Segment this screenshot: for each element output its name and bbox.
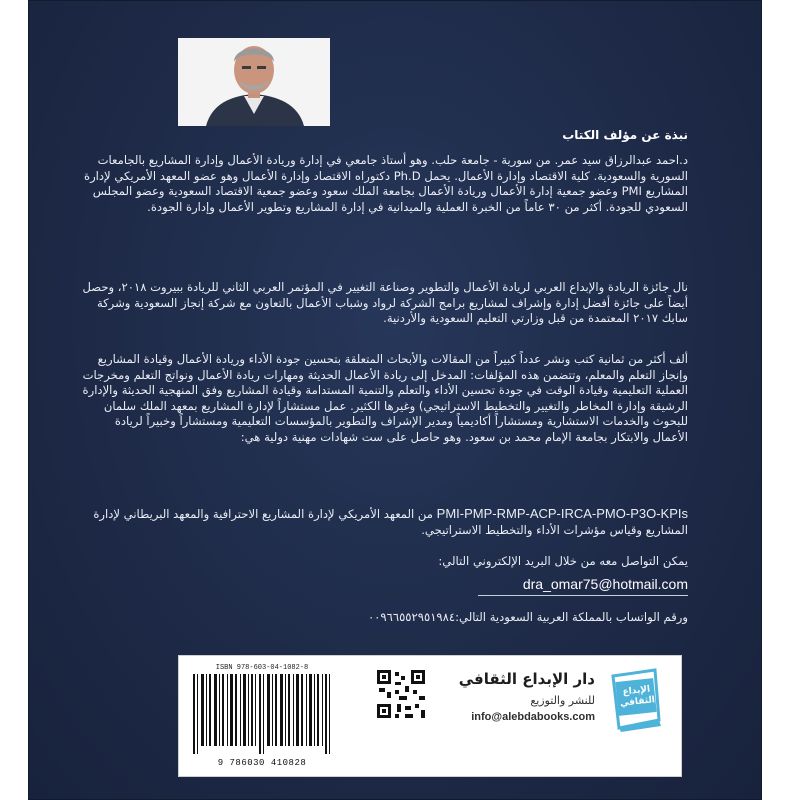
contact-intro: يمكن التواصل معه من خلال البريد الإلكتروني التالي:: [438, 554, 688, 568]
author-paragraph-1: د.احمد عبدالرزاق سيد عمر. من سورية - جامعة حلب. وهو أستاذ جامعي في إدارة وريادة الأعمال وإدارة المشاريع بالجامعات السورية والسعودية. كلية الاقتصاد وإدارة الأعمال. يحمل Ph.D دكتوراه الاقتصاد وإدارة الأعمال وهو عضو المعهد الأمريكي لإدارة المشاريع PMI وعضو جمعية إدارة الأعمال وريادة الأعمال بجامعة الملك سعود وعضو جمعية الاقتصاد السعودية وعضو المجلس السعودي للجودة. أكثر من ٣٠ عاماً من الخبرة العملية والميدانية في إدارة المشاريع وتطوير الأعمال وإدارة الجودة.: [84, 153, 688, 214]
certifications-description: من المعهد الأمريكي لإدارة المشاريع الاحترافية والمعهد البريطاني لإدارة المشاريع وقياس مؤشرات الأداء والتخطيط الاستراتيجي.: [93, 507, 688, 537]
author-photo: [178, 38, 330, 126]
logo-text: الإبداع الثقافي: [619, 684, 656, 709]
isbn-label: ISBN 978-603-04-1082-8: [215, 664, 309, 672]
qr-code[interactable]: [375, 668, 427, 720]
publisher-name: دار الإبداع الثقافي: [458, 670, 595, 688]
barcode-digits: 9 786030 410828: [217, 758, 307, 768]
publisher-email[interactable]: info@alebdabooks.com: [471, 711, 595, 723]
whatsapp-number: ورقم الواتساب بالمملكة العربية السعودية التالي:٠٠٩٦٦٥٥٢٩٥١٩٨٤: [367, 610, 688, 624]
about-author-title: نبذة عن مؤلف الكتاب: [562, 128, 688, 142]
certifications-paragraph: [76, 506, 688, 538]
publisher-panel: [178, 655, 682, 777]
author-paragraph-3: ألف أكثر من ثمانية كتب ونشر عدداً كبيراً من المقالات والأبحاث المتعلقة بتحسين جودة الأداء وريادة الأعمال وقيادة المشاريع وإنجاز التعلم والمعلم، وتتضمن هذه المؤلفات: المدخل إلى ريادة الأعمال الحديثة ومهارات ريادة الأعمال ونواتج التعلم ومخرجات العملية التعليمية وقيادة الوقت في جودة تحسين الأداء والتعلم والتنمية المستدامة وقيادة المشاريع وفق المنهجية الحديثة والإدارة الرشيقة وإدارة المخاطر والتغيير والتخطيط الاستراتيجي) وغيرها الكثير. عمل مستشاراً لإدارة المشاريع بمعهد الملك سلمان للبحوث والخدمات الاستشارية ومستشاراً أكاديمياً ومدير الإشراف والتطوير بالمؤسسات التعليمية ومستشاراً وخبيراً لريادة الأعمال والابتكار بجامعة الإمام محمد بن سعود. وهو حاصل على ست شهادات مهنية دولية هي:: [82, 352, 688, 444]
isbn-barcode: [187, 664, 337, 768]
email-underline: [478, 595, 688, 596]
back-cover: [28, 0, 762, 800]
publisher-subtitle: للنشر والتوزيع: [530, 694, 595, 707]
publisher-logo: [609, 668, 663, 732]
certifications-list: PMI-PMP-RMP-ACP-IRCA-PMO-P3O-KPIs: [436, 506, 688, 521]
author-email[interactable]: dra_omar75@hotmail.com: [522, 576, 688, 592]
author-paragraph-2: نال جائزة الريادة والإبداع العربي لريادة الأعمال والتطوير وصناعة التغيير في المؤتمر العربي الثاني للريادة ببيروت ٢٠١٨، وحصل أيضاً على جائزة أفضل إدارة وإشراف لمشاريع برامج الشركة لرواد وشباب الأعمال بالتعاون مع شركة إنجاز السعودية وشركة سابك ٢٠١٧ المعتمدة من قبل وزارتي التعليم السعودية والأردنية.: [82, 280, 688, 325]
